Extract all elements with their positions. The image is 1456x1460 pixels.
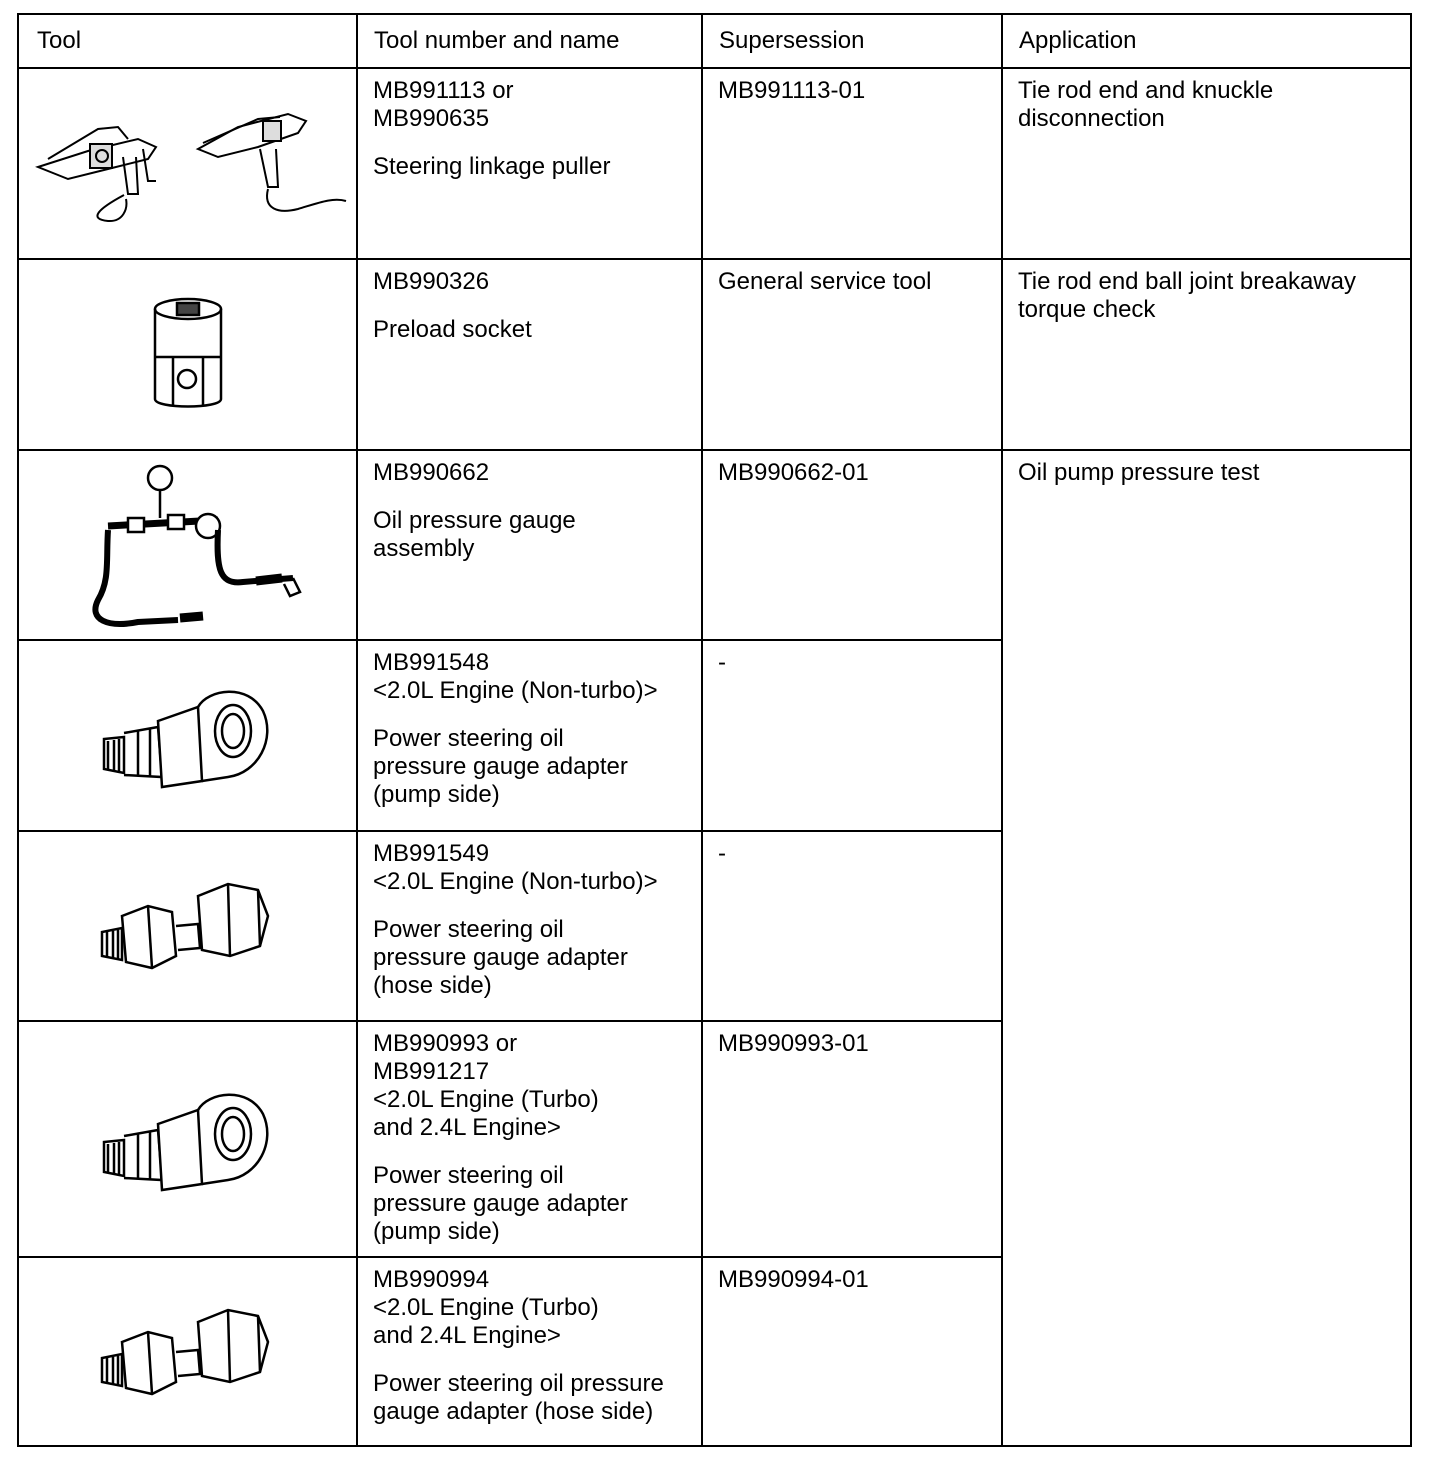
tool-name: Power steering oil pressure gauge adapter (hose side) [373,916,628,999]
tool-image-cell [18,640,357,831]
table-row [18,450,1411,640]
tool-number: MB990993 or MB991217 <2.0L Engine (Turbo) and 2.4L Engine> [373,1030,599,1141]
supersession-cell: MB991113-01 [702,68,1002,259]
tool-number: MB991548 <2.0L Engine (Non-turbo)> [373,649,658,704]
application-cell: Tie rod end and knuckle disconnection [1002,68,1411,259]
tool-number-name-cell [357,450,702,640]
tool-image-cell [18,1257,357,1446]
tool-number: MB991549 <2.0L Engine (Non-turbo)> [373,840,658,895]
preload-socket-icon [143,295,233,415]
tool-image-cell [18,831,357,1021]
tool-name: Power steering oil pressure gauge adapter (pump side) [373,1162,628,1245]
tool-number: MB990326 [373,268,490,295]
header-supersession: Supersession [702,14,1002,68]
tool-name: Oil pressure gauge assembly [373,507,576,562]
tool-name: Power steering oil pressure gauge adapter (hose side) [373,1370,664,1425]
pump-side-adapter-icon [98,681,278,791]
tool-image-cell [18,450,357,640]
tool-name: Power steering oil pressure gauge adapter (pump side) [373,725,628,808]
tool-image-cell [18,68,357,259]
tool-number-name-cell [357,640,702,831]
application-cell: Tie rod end ball joint breakaway torque check [1002,259,1411,450]
steering-linkage-puller-icon [28,99,348,229]
oil-pressure-gauge-icon [68,460,308,630]
tool-name: Preload socket [373,316,532,343]
tool-number-name-cell [357,259,702,450]
tool-number: MB990662 [373,459,490,486]
tool-image-cell [18,1021,357,1257]
supersession-cell: MB990994-01 [702,1257,1002,1446]
tool-number: MB990994 <2.0L Engine (Turbo) and 2.4L Engine> [373,1266,599,1349]
table-row [18,259,1411,450]
tool-name: Steering linkage puller [373,153,611,180]
supersession-cell: MB990662-01 [702,450,1002,640]
application-cell: Oil pump pressure test [1002,450,1411,1446]
header-row [18,14,1411,68]
header-number-name: Tool number and name [357,14,702,68]
supersession-cell: - [702,831,1002,1021]
supersession-cell: - [702,640,1002,831]
header-tool: Tool [18,14,357,68]
hose-side-adapter-icon [98,1302,278,1402]
table-row [18,68,1411,259]
tool-image-cell [18,259,357,450]
tool-number: MB991113 or MB990635 [373,77,514,132]
tool-number-name-cell [357,1257,702,1446]
header-application: Application [1002,14,1411,68]
special-tools-table [17,13,1412,1447]
supersession-cell: MB990993-01 [702,1021,1002,1257]
supersession-cell: General service tool [702,259,1002,450]
tool-number-name-cell [357,831,702,1021]
tool-number-name-cell [357,1021,702,1257]
tool-number-name-cell [357,68,702,259]
pump-side-adapter-icon [98,1084,278,1194]
hose-side-adapter-icon [98,876,278,976]
